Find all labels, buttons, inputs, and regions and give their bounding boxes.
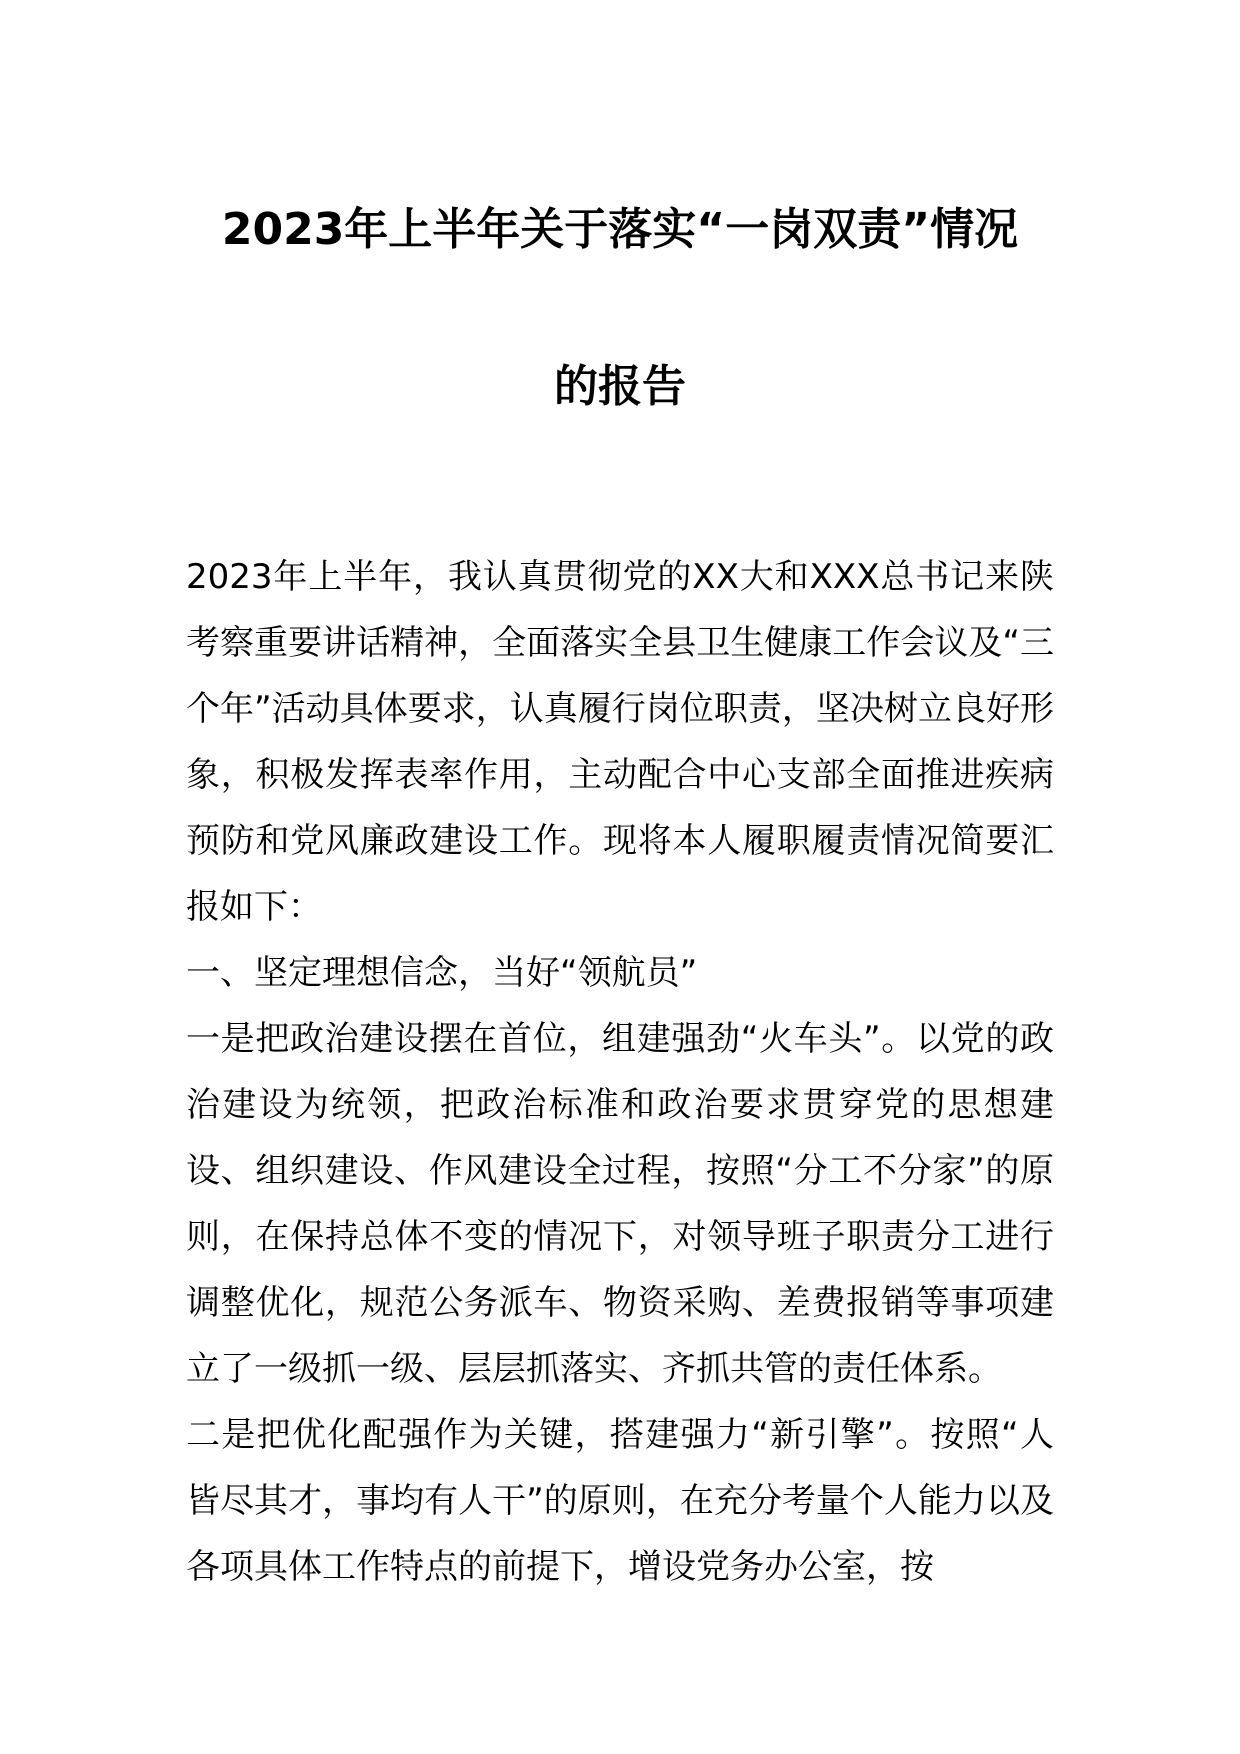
section-heading-1: 一、坚定理想信念，当好“领航员” (186, 953, 698, 993)
document-body (186, 544, 1054, 1600)
body-paragraph-1: 一是把政治建设摆在首位，组建强劲“火车头”。以党的政治建设为统领，把政治标准和政治要求贯穿党的思想建设、组织建设、作风建设全过程，按照“分工不分家”的原则，在保持总体不变的情况下，对领导班子职责分工进行调整优化，规范公务派车、物资采购、差费报销等事项建立了一级抓一级、层层抓落实、齐抓共管的责任体系。 (186, 1019, 1054, 1389)
intro-paragraph: 2023年上半年，我认真贯彻党的XX大和XXX总书记来陕考察重要讲话精神，全面落实全县卫生健康工作会议及“三个年”活动具体要求，认真履行岗位职责，坚决树立良好形象，积极发挥表率作用，主动配合中心支部全面推进疾病预防和党风廉政建设工作。现将本人履职履责情况简要汇报如下： (186, 557, 1054, 927)
document-title-line-2: 的报告 (554, 361, 686, 412)
body-paragraph-2: 二是把优化配强作为关键，搭建强力“新引擎”。按照“人皆尽其才，事均有人干”的原则，在充分考量个人能力以及各项具体工作特点的前提下，增设党务办公室，按 (186, 1415, 1054, 1587)
document-title-line-1: 2023年上半年关于落实“一岗双责”情况 (221, 204, 1019, 255)
